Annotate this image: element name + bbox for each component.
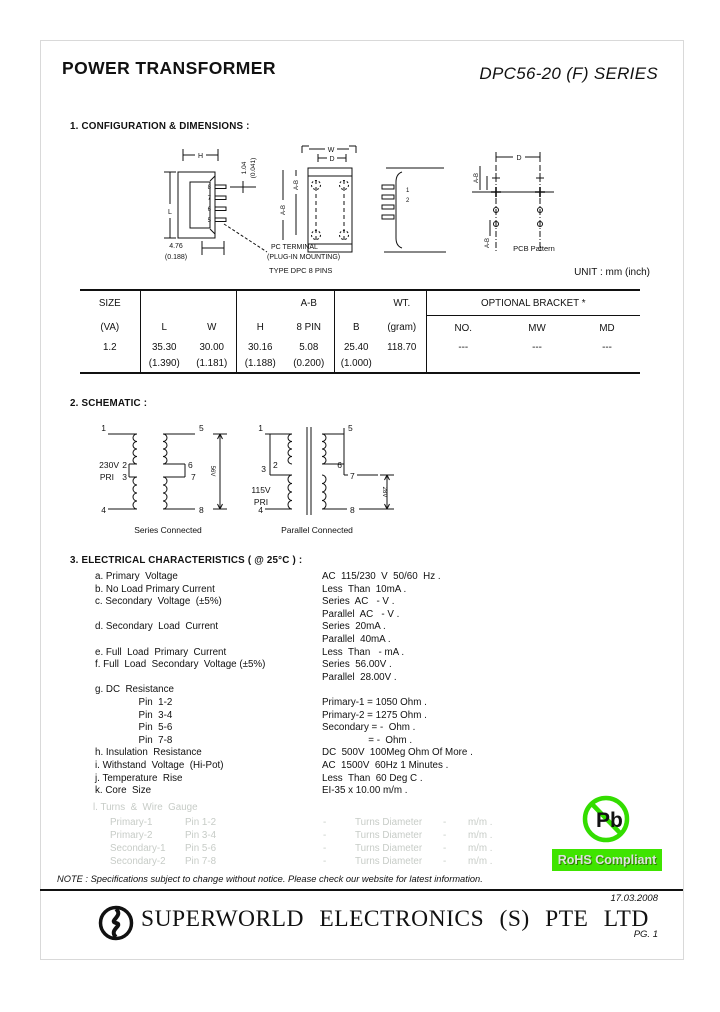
dim-label-ab: A-B (485, 237, 491, 249)
cell-bracket: --- (532, 342, 542, 353)
turns-value: - (323, 830, 327, 841)
pin-number: 4 (101, 505, 106, 515)
dimension-table (80, 289, 640, 374)
dim-bottom-in: (0.188) (164, 254, 188, 261)
col-header-wt: WT. (378, 290, 426, 316)
col-header: W (188, 316, 236, 341)
winding-name: Secondary-2 (110, 856, 166, 867)
section1-heading: 1. CONFIGURATION & DIMENSIONS : (70, 121, 250, 132)
dim-label-h: H (197, 153, 204, 160)
electrical-label (95, 609, 322, 622)
diameter-unit: m/m . (468, 817, 493, 828)
pin-number: 7 (350, 471, 355, 481)
electrical-value: = - Ohm . (322, 734, 413, 746)
diameter-value: - (443, 817, 447, 828)
page-number: PG. 1 (633, 929, 658, 940)
col-header-optional-bracket: OPTIONAL BRACKET * (426, 290, 640, 316)
electrical-value (322, 684, 655, 697)
diameter-value: - (443, 843, 447, 854)
electrical-row (95, 609, 655, 622)
electrical-label: h. Insulation Resistance (95, 747, 202, 759)
dim-label-d: D (516, 155, 522, 162)
dim-label-w: W (327, 147, 335, 154)
diameter-unit: m/m . (468, 830, 493, 841)
turns-diameter-label: Turns Diameter (355, 830, 423, 841)
electrical-label: g. DC Resistance (95, 684, 174, 696)
pin-number: 5 (207, 218, 211, 224)
type-label: TYPE DPC 8 PINS (269, 266, 333, 275)
cell-wt: 118.70 (378, 340, 426, 355)
pin-number: 7 (207, 196, 211, 202)
electrical-value: Primary-1 = 1050 Ohm . (322, 696, 427, 708)
turns-diameter-label: Turns Diameter (355, 856, 423, 867)
series-schematic-labels (99, 423, 215, 535)
pin-number: 5 (348, 423, 353, 433)
winding-name: Primary-1 (110, 817, 153, 828)
electrical-label (95, 634, 322, 647)
electrical-row (95, 621, 655, 634)
electrical-row (95, 659, 655, 672)
turns-value: - (323, 843, 327, 854)
electrical-value: EI-35 x 10.00 m/m . (322, 785, 408, 797)
primary-voltage-label: 230V (99, 460, 119, 470)
col-header: MW (528, 322, 546, 334)
winding-pins: Pin 1-2 (185, 817, 217, 828)
col-header: L (161, 322, 167, 334)
top-view-drawing (283, 146, 356, 252)
pin-number: 2 (122, 460, 127, 470)
electrical-value: Parallel AC - V . (322, 608, 400, 620)
cell-inch: (1.181) (188, 355, 236, 373)
footer-divider (40, 889, 683, 891)
plug-in-mounting-label: (PLUG-IN MOUNTING) (267, 254, 341, 261)
cell-mm: 35.30 (151, 342, 177, 353)
electrical-row (95, 596, 655, 609)
electrical-row (95, 684, 655, 697)
turns-diameter-label: Turns Diameter (355, 843, 423, 854)
electrical-value: Less Than - mA . (322, 646, 405, 658)
electrical-value: AC 115/230 V 50/60 Hz . (322, 571, 441, 582)
electrical-label: Pin 5-6 (95, 722, 173, 734)
electrical-row (95, 760, 655, 773)
electrical-value: Series 20mA . (322, 621, 386, 633)
electrical-value: DC 500V 100Meg Ohm Of More . (322, 747, 473, 759)
electrical-row (95, 571, 655, 584)
diameter-unit: m/m . (468, 856, 493, 867)
dim-label-d: D (329, 156, 335, 163)
note-text: NOTE : Specifications subject to change without notice. Please check our website for latest information. (57, 874, 483, 884)
cell-inch: (0.200) (284, 355, 334, 373)
cell-bracket: --- (602, 342, 612, 353)
col-header: H (256, 322, 264, 334)
electrical-value: Parallel 28.00V . (322, 671, 397, 683)
pin-number: 1 (101, 423, 106, 433)
company-name: SUPERWORLD ELECTRONICS (S) PTE LTD (141, 906, 649, 932)
electrical-value: Less Than 60 Deg C . (322, 772, 423, 784)
electrical-row (95, 722, 655, 735)
schematic-caption: Parallel Connected (281, 525, 353, 535)
pin-number: 3 (261, 464, 266, 474)
electrical-label: k. Core Size (95, 785, 152, 797)
cell-mm: 25.40 (343, 342, 369, 353)
side-pin-number: 1 (406, 188, 410, 194)
secondary-voltage-label: 56V (209, 465, 215, 477)
pb-free-icon (578, 793, 636, 851)
electrical-value: Less Than 10mA . (322, 583, 407, 595)
turns-value: - (323, 817, 327, 828)
electrical-label: Pin 3-4 (95, 709, 173, 721)
dim-label-l: L (168, 209, 172, 216)
electrical-label: e. Full Load Primary Current (95, 646, 227, 658)
cell-inch (378, 355, 426, 373)
secondary-voltage-label: 28V (381, 486, 387, 498)
side-pin-number: 2 (406, 198, 410, 204)
electrical-label: f. Full Load Secondary Voltage (±5%) (95, 659, 266, 671)
primary-label: PRI (253, 497, 269, 507)
spacer-cell (140, 290, 236, 316)
turns-diameter-label: Turns Diameter (355, 817, 423, 828)
col-header: NO. (454, 322, 472, 334)
electrical-row (95, 747, 655, 760)
diameter-value: - (443, 856, 447, 867)
diameter-unit: m/m . (468, 843, 493, 854)
unit-note: UNIT : mm (inch) (574, 267, 650, 278)
col-header: (VA) (80, 316, 140, 341)
electrical-label: d. Secondary Load Current (95, 621, 219, 633)
section2-heading: 2. SCHEMATIC : (70, 398, 148, 409)
winding-pins: Pin 3-4 (185, 830, 217, 841)
pb-label: Pb (596, 809, 623, 832)
cell-mm: 5.08 (284, 340, 334, 355)
pc-terminal-label: PC TERMINAL (271, 244, 318, 251)
cell-inch (500, 355, 574, 373)
winding-pins: Pin 5-6 (185, 843, 217, 854)
electrical-label (95, 672, 322, 685)
electrical-label: Pin 1-2 (95, 696, 173, 708)
electrical-label: i. Withstand Voltage (Hi-Pot) (95, 759, 224, 771)
electrical-row (95, 672, 655, 685)
electrical-label: c. Secondary Voltage (±5%) (95, 596, 222, 608)
rohs-compliant-badge (552, 849, 662, 871)
pin-number: 7 (191, 472, 196, 482)
dim-label-ab: A-B (294, 179, 300, 191)
pin-number: 4 (258, 505, 263, 515)
side-view-drawing (382, 168, 446, 252)
pin-number: 6 (207, 207, 211, 213)
spacer-cell (334, 290, 378, 316)
turns-rows (110, 816, 493, 868)
turns-value: - (323, 856, 327, 867)
electrical-row (95, 710, 655, 723)
col-header: MD (599, 322, 615, 334)
electrical-value: Secondary = - Ohm . (322, 722, 416, 734)
pin-number: 5 (199, 423, 204, 433)
pin-number: 3 (122, 472, 127, 482)
electrical-value: Series AC - V . (322, 596, 395, 608)
dim-pin-in: (0.041) (250, 157, 257, 179)
electrical-value: Series 56.00V . (322, 659, 392, 671)
cell-mm: 30.00 (188, 340, 236, 355)
electrical-row (95, 697, 655, 710)
winding-pins: Pin 7-8 (185, 856, 217, 867)
schematic-caption: Series Connected (134, 525, 202, 535)
cell-inch (426, 355, 500, 373)
primary-label: PRI (99, 472, 114, 482)
pin-number: 8 (207, 185, 211, 191)
dim-label-ab: A-B (474, 172, 480, 184)
diameter-value: - (443, 830, 447, 841)
electrical-row (95, 735, 655, 748)
electrical-label: b. No Load Primary Current (95, 583, 215, 595)
winding-name: Secondary-1 (110, 843, 166, 854)
schematic-drawings (80, 412, 410, 540)
cell-mm: 30.16 (247, 342, 273, 353)
electrical-row (95, 647, 655, 660)
electrical-label: a. Primary Voltage (95, 571, 178, 582)
pcb-pattern-drawing (472, 152, 554, 252)
col-header: B (352, 322, 360, 334)
cell-inch (574, 355, 640, 373)
col-header: (gram) (378, 316, 426, 341)
cell-inch: (1.000) (340, 358, 372, 369)
cell-inch: (1.390) (148, 358, 180, 369)
company-logo-icon (96, 903, 136, 943)
cell-bracket: --- (458, 342, 469, 353)
rohs-compliant-label: RoHS Compliant (557, 853, 657, 867)
pin-number: 6 (337, 460, 342, 470)
spacer-cell (236, 290, 284, 316)
electrical-label: j. Temperature Rise (95, 772, 183, 784)
electrical-row (95, 773, 655, 786)
pin-number: 2 (273, 460, 278, 470)
document-date: 17.03.2008 (610, 893, 658, 904)
turns-heading: l. Turns & Wire Gauge (93, 802, 198, 813)
electrical-value: Primary-2 = 1275 Ohm . (322, 709, 427, 721)
dim-pin-mm: 1.04 (241, 161, 248, 175)
cell-size: 1.2 (80, 340, 140, 355)
electrical-row (95, 584, 655, 597)
pin-number: 8 (199, 505, 204, 515)
cell-inch (80, 355, 140, 373)
parallel-schematic-labels (251, 423, 387, 535)
pcb-pattern-caption: PCB Pattern (513, 244, 555, 253)
dim-label-ab: A-B (281, 204, 287, 216)
winding-name: Primary-2 (110, 830, 153, 841)
parallel-schematic (265, 427, 394, 515)
pin-number: 6 (188, 460, 193, 470)
cell-inch: (1.188) (244, 358, 276, 369)
series-title: DPC56-20 (F) SERIES (479, 64, 658, 83)
dim-bottom-mm: 4.76 (169, 243, 183, 250)
col-header-ab: A-B (284, 290, 334, 316)
pin-number: 8 (350, 505, 355, 515)
col-header-size: SIZE (80, 290, 140, 316)
primary-voltage-label: 115V (251, 485, 271, 495)
electrical-value: Parallel 40mA . (322, 633, 391, 645)
col-header: 8 PIN (284, 316, 334, 341)
electrical-row (95, 634, 655, 647)
section3-heading: 3. ELECTRICAL CHARACTERISTICS ( @ 25°C ) : (70, 555, 303, 566)
dimension-drawings (150, 140, 590, 288)
pin-number: 1 (258, 423, 263, 433)
electrical-characteristics (95, 571, 655, 798)
electrical-label: Pin 7-8 (95, 734, 173, 746)
electrical-row (95, 785, 655, 798)
electrical-value: AC 1500V 60Hz 1 Minutes . (322, 759, 449, 771)
page-title: POWER TRANSFORMER (62, 58, 276, 78)
